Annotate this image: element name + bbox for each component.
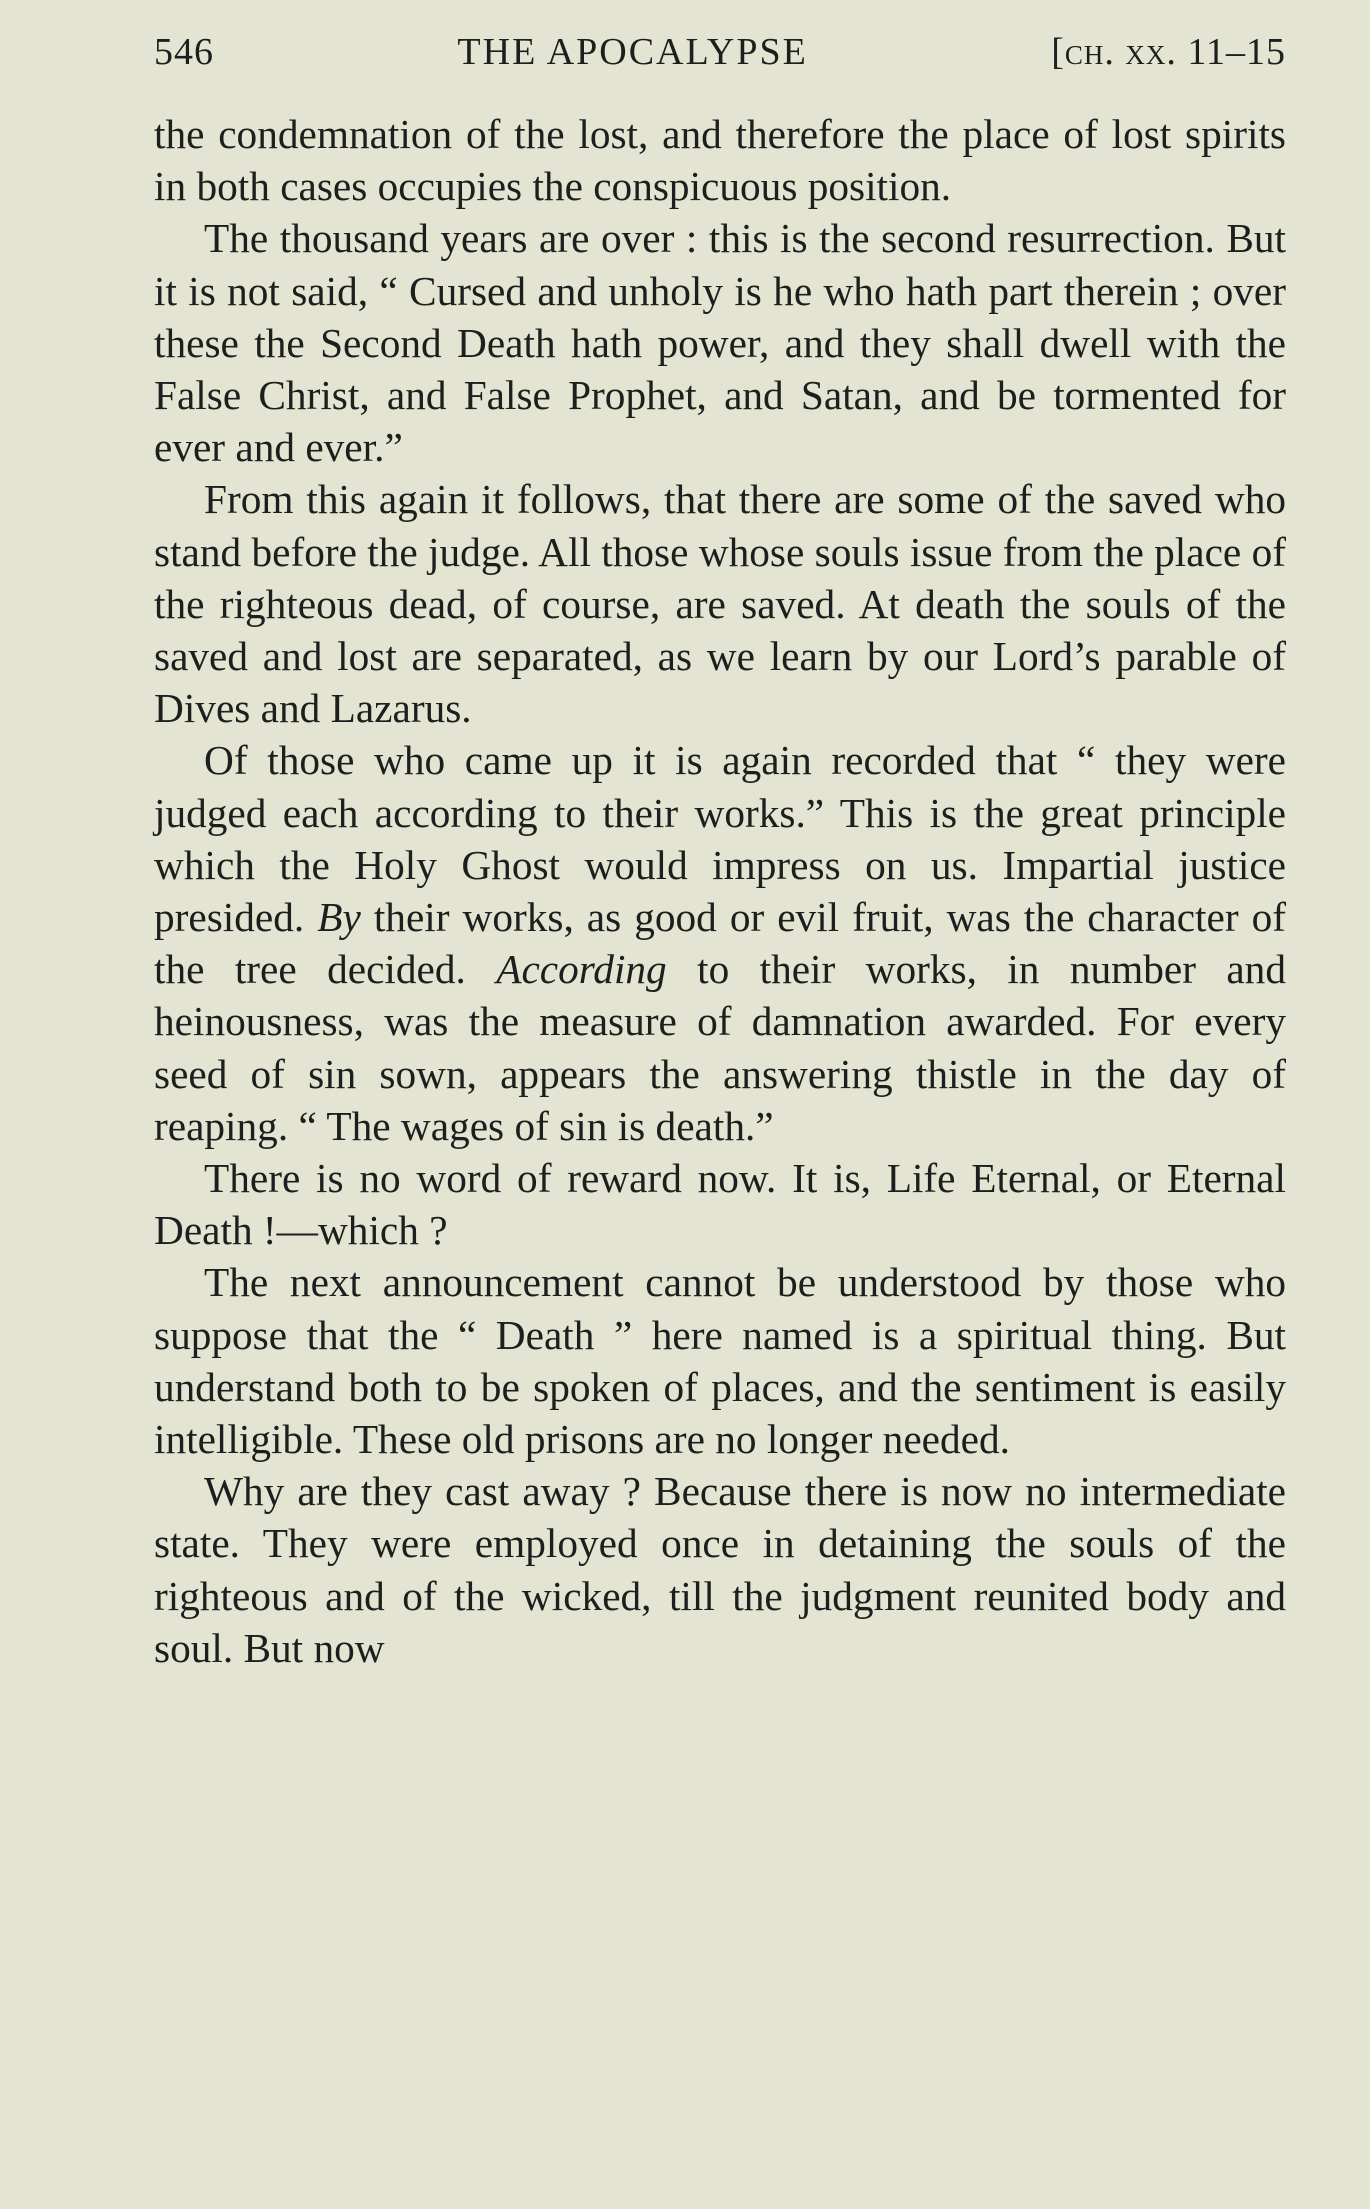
paragraph <box>154 1256 1286 1465</box>
chapter-reference: [ch. xx. 11–15 <box>1051 31 1286 73</box>
text-run: The thousand years are over : this is the second resurrection. But it is not said, “ Cursed and unholy is he who hath part therein ; over these the Second Death hath power, and they shall dwell with the False Christ, and False Prophet, and Satan, and be tormented for ever and ever.” <box>154 215 1286 471</box>
paragraph <box>154 1152 1286 1256</box>
body-text <box>154 108 1286 1674</box>
text-run: the condemnation of the lost, and therefore the place of lost spirits in both cases occupies the conspicuous position. <box>154 111 1286 210</box>
page-title: THE APOCALYPSE <box>457 31 808 73</box>
text-run: Of those who came up it is again recorded that “ they were judged each according to their works.” This is the great principle which the Holy Ghost would impress on us. Impartial justice presided. <box>154 737 1286 941</box>
page-number: 546 <box>154 31 214 73</box>
paragraph <box>154 108 1286 212</box>
paragraph <box>154 473 1286 734</box>
book-page <box>154 30 1286 1674</box>
italic-text: According <box>496 946 667 993</box>
italic-text: By <box>317 894 361 941</box>
paragraph <box>154 1465 1286 1674</box>
paragraph <box>154 212 1286 473</box>
paragraph <box>154 734 1286 1152</box>
running-head <box>154 30 1286 90</box>
text-run: their works, as good or evil fruit, was the character of the tree decided. <box>154 894 1286 993</box>
text-run: From this again it follows, that there are some of the saved who stand before the judge. All those whose souls issue from the place of the righteous dead, of course, are saved. At death the souls of the saved and lost are separated, as we learn by our Lord’s parable of Dives and Lazarus. <box>154 476 1286 732</box>
text-run: There is no word of reward now. It is, Life Eternal, or Eternal Death !—which ? <box>154 1155 1286 1254</box>
text-run: The next announcement cannot be understood by those who suppose that the “ Death ” here named is a spiritual thing. But understand both to be spoken of places, and the sentiment is easily intelligible. These old prisons are no longer needed. <box>154 1259 1286 1463</box>
text-run: to their works, in number and heinousness, was the measure of damnation awarded. For every seed of sin sown, appears the answering thistle in the day of reaping. “ The wages of sin is death.” <box>154 946 1286 1149</box>
text-run: Why are they cast away ? Because there is now no intermediate state. They were employed once in detaining the souls of the righteous and of the wicked, till the judgment reunited body and soul. But now <box>154 1468 1286 1671</box>
